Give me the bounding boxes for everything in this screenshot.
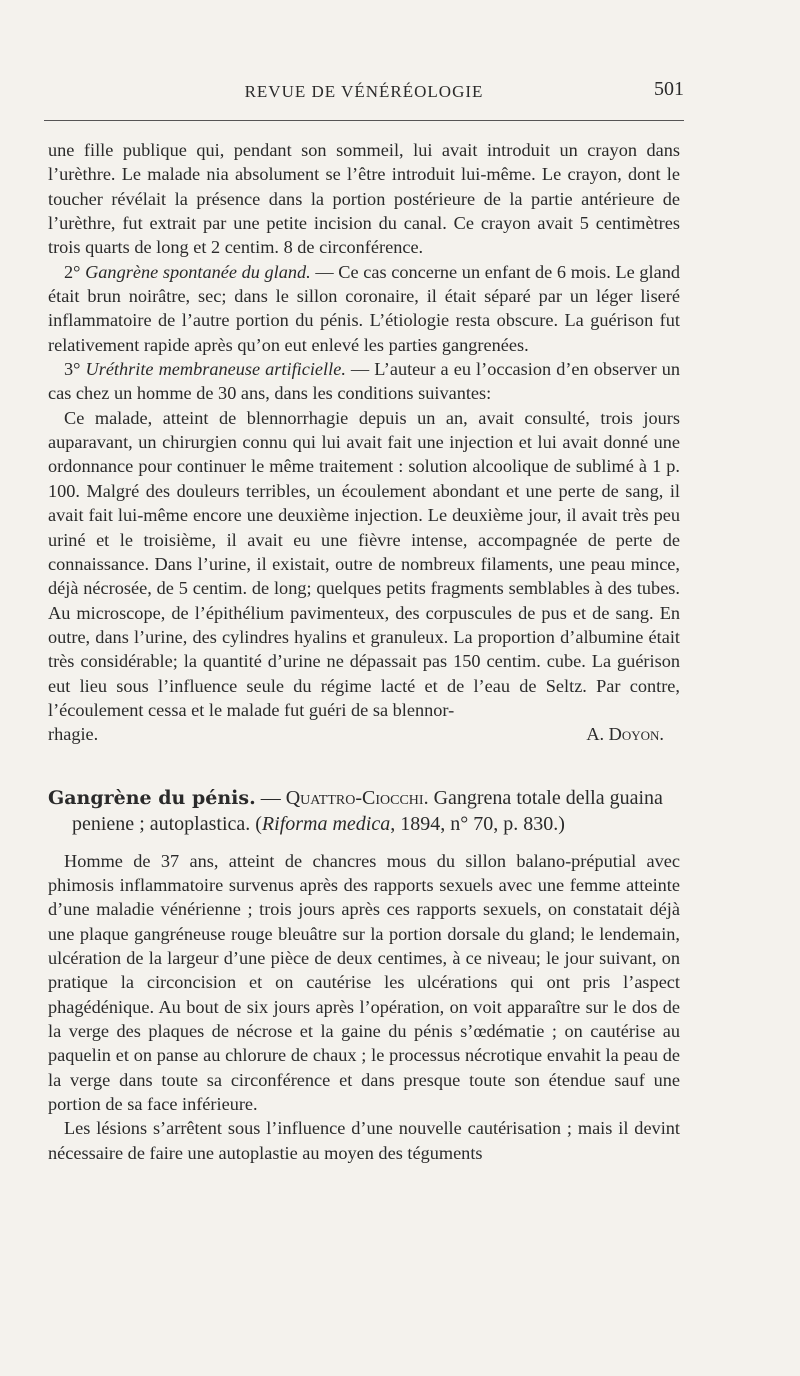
paragraph-case-3-detail: Ce malade, atteint de blennorrhagie depuis un an, avait consulté, trois jours auparavant, un chirurgien connu qui lui avait fait une injection et lui avait donné une ordonnance pour continuer le même traitement : solution alcoolique de sublimé à 1 p. 100. Malgré des douleurs terribles, un écoulement abondant et une perte de sang, il avait fait lui-même encore une deuxième injection. Le deuxième jour, il avait très peu uriné et le troisième, il avait eu une fièvre intense, accompagnée de perte de connaissance. Dans l’urine, il existait, outre de nombreux filaments, une peau mince, déjà nécrosée, de 5 centim. de long; quelques petits fragments semblables à des tubes. Au microscope, de l’épithélium pavimenteux, des corpuscules de pus et de sang. En outre, dans l’urine, des cylindres hyalins et granuleux. La proportion d’albumine était très considérable; la quantité d’urine ne dépassait pas 150 centim. cube. La guérison eut lieu sous l’influence seule du régime lacté et de l’eau de Seltz. Par contre, l’écoulement cessa et le malade fut guéri de sa blennor-	[48, 407, 680, 720]
paragraph-case-2	[48, 260, 680, 357]
article-title: Gangrène du pénis.	[48, 786, 256, 809]
article-author: Quattro-Ciocchi	[285, 786, 424, 809]
case-title: Uréthrite membraneuse artificielle.	[85, 359, 346, 380]
case-title: Gangrène spontanée du gland.	[85, 261, 311, 282]
page-number: 501	[654, 78, 684, 100]
paragraph-continued: une fille publique qui, pendant son sommeil, lui avait introduit un crayon dans l’urèthre. Le malade nia absolument se l’être introduit lui-même. Le crayon, dont le toucher révélait la présence dans la portion postérieure de la partie antérieure de l’urèthre, fut extrait par une petite incision du canal. Ce crayon avait 5 centimètres trois quarts de long et 2 centim. 8 de circonférence.	[48, 140, 680, 258]
case-number: 3°	[64, 359, 81, 380]
case-text: — L’auteur a eu l’occasion d’en observer un cas chez un homme de 30 ans, dans les conditions suivantes:	[48, 359, 680, 404]
article-subtitle: . Gangrena totale della guaina peniene ; autoplastica. (	[72, 786, 663, 835]
header-rule	[44, 120, 684, 121]
heading-dash: —	[255, 786, 286, 809]
paragraph-case-3	[48, 357, 680, 406]
article-citation: , 1894, n° 70, p. 830.)	[390, 812, 565, 835]
case-text: — Ce cas concerne un enfant de 6 mois. Le gland était brun noirâtre, sec; dans le sillon coronaire, il était séparé par un léger liseré inflammatoire de l’autre portion du pénis. L’étiologie resta obscure. La guérison fut relativement rapide après qu’on eut enlevé les parties gangrenées.	[48, 261, 681, 355]
running-head: REVUE DE VÉNÉRÉOLOGIE	[244, 82, 484, 101]
journal-name: Riforma medica	[261, 812, 391, 835]
article-paragraph-1: Homme de 37 ans, atteint de chancres mous du sillon balano-préputial avec phimosis inflammatoire survenus après des rapports sexuels avec une femme atteinte d’une maladie vénérienne ; trois jours après ces rapports sexuels, on constatait déjà une plaque gangréneuse rouge bleuâtre sur la portion dorsale du gland; le lendemain, ulcération de la largeur d’une pièce de deux centimes, à ce niveau; le jour suivant, on pratique la circoncision et on cautérise les ulcérations qui ont pris l’aspect phagédénique. Au bout de six jours après l’opération, on voit apparaître sur le dos de la verge des plaques de nécrose et la gaine du pénis s’œdématie ; on cautérise au paquelin et on panse au chlorure de chaux ; le processus nécrotique envahit la peau de la verge dans toute sa circonférence et dans presque toute son étendue sauf une portion de sa face inférieure.	[48, 850, 680, 1115]
article-paragraph-2: Les lésions s’arrêtent sous l’influence d’une nouvelle cautérisation ; mais il devint nécessaire de faire une autoplastie au moyen des téguments	[48, 1118, 680, 1163]
author-signature: A. Doyon.	[586, 724, 664, 745]
page-body	[48, 138, 680, 1165]
article-heading	[48, 785, 680, 837]
signature-line	[48, 722, 680, 746]
page-header	[44, 78, 684, 112]
paragraph-last-line: rhagie.	[48, 724, 99, 745]
case-number: 2°	[64, 261, 81, 282]
